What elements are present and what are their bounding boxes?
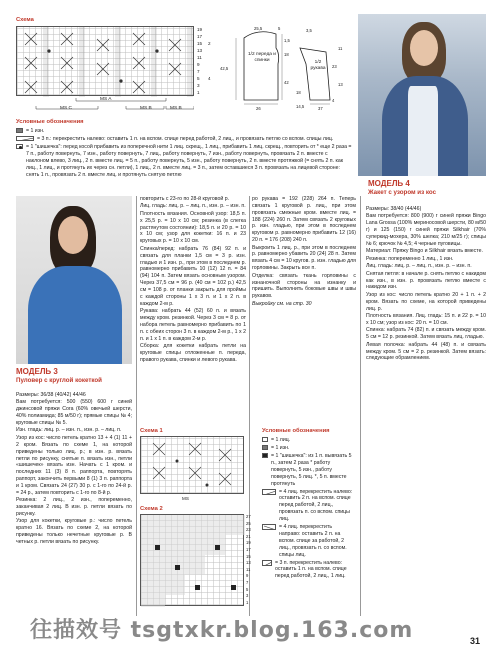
paragraph: Сборка: для кокетки набрать петли на круговые спицы отложенные п. переда, правого рукава, спинки и левого рукава. <box>140 343 246 363</box>
legend-text: = 1 лиц. <box>271 437 291 443</box>
top-scheme-label: Схема <box>16 17 34 23</box>
row-number: 3 <box>246 593 249 599</box>
bobble-symbol-icon <box>16 144 23 149</box>
model3-photo <box>16 196 132 364</box>
legend-text: = 3 п. перекрестить налево: оставить 1 п. на вспом. спице перед работой, 2 лиц., 1 лиц. <box>275 559 347 580</box>
measure: 4 <box>332 98 335 103</box>
paragraph: ро рукава = 192 (228) 264 п. Теперь связать 1 круговой р. лиц., при этом провязать смежные кром. вместе лиц. = 188 (224) 260 п. Затем связать 2 круговых р. изн. гладью, при этом в последнем круговом р. равномерно прибавить 12 (16) 20 п. = 176 (208) 240 п. <box>252 196 356 244</box>
measure: 14,5 <box>296 104 305 109</box>
size-diagram <box>218 24 348 112</box>
legend-row <box>262 489 354 523</box>
legend-text: = 3 п.: перекрестить налево: оставить 1 п. на вспом. спице перед работой, 2 лиц., и провязать петлю со вспом. спицы лиц. <box>37 136 334 143</box>
scheme1-svg <box>141 437 245 495</box>
model3-text <box>16 392 132 546</box>
row-number: 9 <box>246 573 249 579</box>
scheme2-chart <box>140 514 244 606</box>
model4-photo <box>358 14 486 176</box>
paragraph: Лиц. гладь: лиц. р. – лиц. п., изн. р. – изн. п. <box>366 263 472 270</box>
paragraph: Плотность вязания. Лиц. гладь: 15 п. и 22 р. = 10 x 10 см; узор из кос: 20 п. = 10 см. <box>366 313 486 326</box>
front-back-label: 1/2 переда и спинки <box>248 52 276 64</box>
ms-label-b2: MS B <box>170 106 182 111</box>
measure: 18 <box>284 52 289 57</box>
cable-left-icon <box>16 136 34 141</box>
row-number: 9 <box>197 62 200 67</box>
measure: 1,5 <box>284 38 290 43</box>
legend-row <box>262 524 354 558</box>
sleeve-label: 1/2 рукава <box>310 60 326 72</box>
legend-row <box>262 437 354 444</box>
bobble-symbol-icon <box>262 453 268 458</box>
cable-chart-svg <box>17 27 195 97</box>
row-number: 5 <box>197 76 200 81</box>
row-number: 7 <box>197 69 200 74</box>
paragraph: Выкройку см. на стр. 30 <box>252 300 312 307</box>
legend-text: = 4 лиц. перекрестить направо: оставить 2 п. на вспом. спице за работой, 2 лиц., провязать п. со вспом. спицы лиц. <box>279 524 347 558</box>
paragraph: Отделка: связать ткань горловины с изнаночной стороны на изнанку и пришить. Выполнить боковые швы и швы рукавов. <box>252 272 356 300</box>
model4-text <box>366 206 486 363</box>
top-legend <box>16 128 352 180</box>
row-number: 13 <box>246 560 251 566</box>
row-number: 27 <box>246 514 251 519</box>
top-legend-title: Условные обозначения <box>16 119 84 125</box>
page-number: 31 <box>470 636 481 646</box>
cable-4-right-icon <box>262 524 276 530</box>
legend-row <box>16 136 352 143</box>
row-number: 1 <box>246 599 249 605</box>
pattern-size-label: 2 <box>208 41 211 46</box>
row-number: 11 <box>246 566 251 572</box>
row-number: 11 <box>197 55 202 60</box>
measure: 3,5 <box>306 28 312 33</box>
cable-4-left-icon <box>262 489 276 495</box>
legend-text: = 1 изн. <box>271 445 290 452</box>
paragraph: Лиц. гладь: лиц. р. – лиц. п., изн. р. – изн. п. <box>140 203 246 210</box>
scheme2-svg <box>141 515 245 607</box>
paragraph: Узор из кос: число петель кратно 20 + 1 п. + 2 кром. Вязать по схеме, на которой приведены лиц. р. <box>366 291 486 312</box>
measure: 26 <box>256 106 261 111</box>
purl-symbol-icon <box>16 128 23 133</box>
paragraph: Вам потребуется: 800 (900) г синей пряжи Bingo Lana Grossa (100% мериносовой шерсти, 80 м/50 г) и 125 (150) г синей пряжи Silkhair (70% суперкид-мохера, 30% шелка; 210 м/25 г); спицы № 6; крючок № 4,5; 4 черные пуговицы. <box>366 213 486 247</box>
row-number: 15 <box>246 553 251 559</box>
pattern-size-labels <box>208 26 211 96</box>
col3-legend <box>262 437 354 581</box>
legend-text: = 1 изн. <box>26 128 45 134</box>
row-number: 13 <box>197 48 203 53</box>
paragraph: Материал: Пряжу Bingo и Silkhair вязать вместе. <box>366 248 483 255</box>
scheme1-label: Схема 1 <box>140 428 163 434</box>
row-number: 15 <box>197 41 203 46</box>
paragraph: Резинка: 2 лиц., 2 изн., попеременно, заканчивая 2 лиц. В изн. р. петли вязать по рисунку. <box>16 497 132 517</box>
scheme2-label: Схема 2 <box>140 506 163 512</box>
paragraph: Снятая петля: в начале р. снять петлю с накидом как изн., в изн. р. провязать петлю вместе с накидом изн. <box>366 270 486 291</box>
row-number: 25 <box>246 520 251 526</box>
col3-legend-title: Условные обозначения <box>262 428 330 434</box>
model3-title: МОДЕЛЬ 3 Пуловер с круглой кокеткой <box>16 367 102 384</box>
measure: 11 <box>338 46 343 51</box>
paragraph: Узор для кокетки, круговые р.: число петель кратно 16. Вязать по схеме 2, на которой приведены только нечетные круговые р. В четных р. петли вязать по рисунку. <box>16 518 132 546</box>
measure: 18 <box>296 90 301 95</box>
measure: 42,5 <box>220 66 229 71</box>
scheme1-chart <box>140 436 244 494</box>
ms-label-b: MS B <box>140 106 152 111</box>
measure: 13 <box>338 82 343 87</box>
column-divider <box>360 196 361 616</box>
row-number: 17 <box>197 34 203 39</box>
legend-text: = 1 "шишечка": перед косой прибавить из поперечной нити 1 лиц. скрещ., 1 лиц., прибавить 1 лиц. скрещ., повторить от * еще 2 раза = 7 п., работу повернуть, 7 изн., работу повернуть, 7 лиц., работу повернуть, 7 изн., работу повернуть, провязать 2 п. вместе с наклоном влево, 3 лиц., 2 п. вместе лиц. = 5 п., работу повернуть, 5 изн., работу повернуть, 2 п. вместе протяжкой (= снять 2 п. как лиц., 1 лиц., и протянуть их через сн. петли), 1 лиц., 2 п. вместе лиц. = 3 п., затем оставшиеся 3 п. провязать на лицевой стороне: снять 1 п., провязать 2 п. вместе лиц. и протянуть снятую петлю <box>26 144 352 178</box>
model4-title: МОДЕЛЬ 4 Жакет с узором из кос <box>368 179 437 196</box>
paragraph: Спинка: набрать 74 (82) п. и связать между кром. 5 см = 12 р. резинкой. Затем вязать лиц. гладью. <box>366 327 486 341</box>
paragraph: Рукава: набрать 44 (52) 60 п. и вязать между кром. резинкой. Через 3 см = 8 р. от набора петель равномерно прибавить по 1 п. с обеих сторон 3 п. в каждом 2-м р., 1 x 2 п. и 1 x 1 п. в каждом 2-м р. <box>140 308 246 342</box>
watermark: 往描效号 tsgtxkr.blog.163.com <box>30 618 414 643</box>
scheme1-ms: MS <box>182 496 189 501</box>
ms-brackets <box>16 96 194 112</box>
scheme2-row-numbers <box>246 514 251 606</box>
legend-text: = 1 "шишечка": из 1 п. вывязать 5 п., затем 2 раза * работу повернуть, 5 изн., работу повернуть, 5 лиц. *, 5 п. вместе протянуть <box>271 453 352 487</box>
measure: 42 <box>284 80 289 85</box>
col2-text <box>140 196 246 364</box>
paragraph: Изн. гладь: лиц. р. – изн. п., изн. р. – лиц. п. <box>16 427 122 434</box>
legend-row <box>262 445 354 452</box>
row-number: 19 <box>246 540 251 546</box>
row-number: 7 <box>246 579 249 585</box>
legend-row <box>16 144 352 178</box>
pattern-size-label: 4 <box>208 76 211 81</box>
measure: 23 <box>332 64 337 69</box>
paragraph: Выкроить 1 лиц. р., при этом в последнем р. равномерно убавить 20 (24) 28 п. Затем вязать 4 см = 10 кругов. р. изн. гладью для горловины. Закрыть все п. <box>252 244 356 272</box>
paragraph: Плотность вязания. Основной узор: 18,5 п. x 25,5 р. = 10 x 10 см; резинка (в слегка растянутом состоянии): 18,5 п. и 20 р. = 10 x 10 см; узор для кокетки: 16 п. и 23 круговых р. = 10 x 10 см. <box>140 210 246 245</box>
paragraph: Размеры: 36/38 (40/42) 44/46 <box>16 392 86 398</box>
legend-text: = 4 лиц. перекрестить налево: оставить 2 п. на вспом. спице перед работой, 2 лиц., провязать п. со вспом. спицы лиц. <box>279 488 353 523</box>
top-scheme-chart <box>16 26 194 96</box>
row-number: 21 <box>246 533 251 539</box>
purl-symbol-icon <box>262 445 268 450</box>
paragraph: повторить с 23-го по 28-й круговой р. <box>140 196 230 202</box>
ms-label-a: MS A <box>100 97 112 102</box>
column-divider <box>136 196 137 616</box>
paragraph: Резинка: попеременно 1 лиц., 1 изн. <box>366 255 454 262</box>
paragraph: Размеры: 38/40 (44/46) <box>366 206 422 212</box>
ms-label-c: MS C <box>60 106 72 111</box>
row-number: 5 <box>246 586 249 592</box>
row-number: 1 <box>197 90 200 95</box>
legend-row <box>262 560 354 581</box>
legend-row <box>262 453 354 487</box>
paragraph: Вам потребуется: 500 (550) 600 г синей джинсовой пряжи Cora (60% овечьей шерсти, 40% полиамида; 85 м/50 г); прямые спицы № 4; круговые спицы № 5. <box>16 399 132 427</box>
row-number: 3 <box>197 83 200 88</box>
row-number: 23 <box>246 527 251 533</box>
col3-text <box>252 196 356 308</box>
measure: 25,5 <box>254 26 263 31</box>
legend-row <box>16 128 352 135</box>
row-number: 19 <box>197 27 203 32</box>
paragraph: Левая полочка: набрать 44 (48) п. и связать между кром. 5 см = 2 р. резинкой. Затем вязать: следующие обрамлением. <box>366 341 486 362</box>
knit-symbol-icon <box>262 437 268 442</box>
measure: 5 <box>278 26 281 31</box>
measure: 37 <box>318 106 323 111</box>
paragraph: Спинка/перед: набрать 76 (84) 92 п. и связать для планки 1,5 см = 3 р. изн. гладью и 1 изн. р., при этом в последнем р. равномерно прибавить 10 (12) 12 п. = 84 (94) 104 п. Затем вязать основным узором. Через 37,5 см = 96 р. (40 см = 102 р.) 42,5 см = 108 р. от планки закрыть для проймы с каждой стороны 1 x 3 п. и 1 x 2 п. в каждом 2-м р. <box>140 245 246 307</box>
row-number: 17 <box>246 546 251 552</box>
cable-3-left-icon <box>262 560 272 566</box>
garment-outline-svg <box>218 24 348 112</box>
paragraph: Узор из кос: число петель кратно 13 + 4 (1) 11 + 2 кром. Вязать по схеме 1, на которой приведены только лиц. р.; в изн. р. вязать петли по рисунку, снятые п. вязать изн., петли «шишечек» вязать изн. Начать с 1 кром. и последних 11 (3) 8 п. раппорта, повторять раппорт, закончить первыми 8 (1) 3 п. раппорта и 1 кром. Связать 24 (27) 30 р. с 1-го по 24-й р. = 24 р., затем повторить с 1-го по 8-й р. <box>16 434 132 496</box>
